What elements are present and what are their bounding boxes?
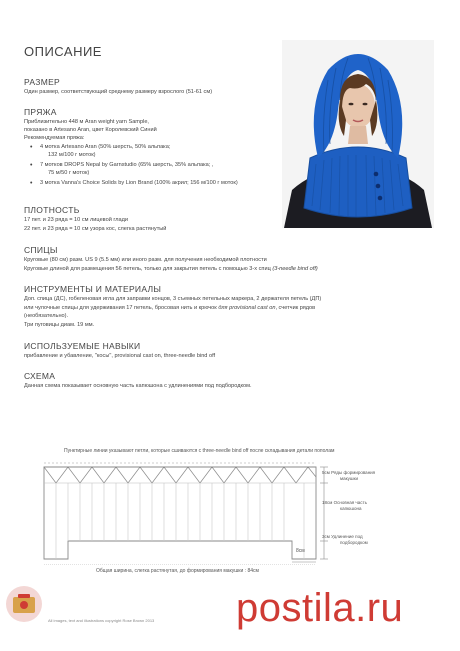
postila-logo-icon [4, 584, 44, 624]
crown-text2: макушки [340, 475, 358, 481]
diagram-label-chin [322, 534, 368, 545]
tools-line: Три пуговицы диам. 19 мм. [24, 322, 95, 328]
hood-photo [282, 40, 434, 228]
yarn-line: показано в Artesano Aran, цвет Королевский Синий [24, 127, 157, 133]
gauge-heading: ПЛОТНОСТЬ [24, 205, 80, 215]
scheme-text: Данная схема показывает основную часть капюшона с удлинениями под подбородком. [24, 383, 252, 389]
copyright-text: All images, text and illustrations copyright Rose Brown 2013 [48, 618, 155, 623]
diagram-bottom-dim: 8см [296, 548, 305, 554]
brand-watermark[interactable]: postila.ru [236, 586, 404, 630]
crown-size: 5см [322, 470, 330, 475]
needles-line [24, 266, 318, 273]
tools-line: (необязательно). [24, 313, 69, 319]
gauge-line: 22 пет. и 23 ряда = 10 см узора кос, слегка растянутый [24, 226, 167, 232]
yarn-item: • 4 мотка Artesano Aran (50% шерсть, 50% альпака; [40, 144, 170, 151]
footer [0, 580, 460, 651]
hood-diagram [30, 455, 333, 565]
tools-heading: ИНСТРУМЕНТЫ И МАТЕРИАЛЫ [24, 284, 162, 294]
crown-text: Ряды формирования [331, 470, 376, 475]
tools-line2-suffix: , счетчик рядов [275, 305, 316, 311]
size-heading: РАЗМЕР [24, 77, 61, 87]
diagram-top-note: Пунктирные линии указывают петли, которые сшиваются с three-needle bind off после складывания детали пополам [64, 448, 335, 454]
yarn-item-cont: 75 м/50 г моток) [48, 170, 90, 176]
skills-heading: ИСПОЛЬЗУЕМЫЕ НАВЫКИ [24, 341, 141, 351]
diagram-width-note: Общая ширина, слегка растянутая, до формирования макушки : 84см [96, 568, 259, 574]
scheme-heading: СХЕМА [24, 371, 56, 381]
tools-line [24, 305, 315, 312]
size-text: Один размер, соответствующий среднему размеру взрослого (51-61 см) [24, 89, 213, 95]
diagram-label-crown [322, 470, 375, 481]
yarn-item-cont: 132 м/100 г моток) [48, 152, 96, 158]
body-text: Основная часть [333, 500, 367, 505]
tools-line2-text: или чулочные спицы для удерживания 17 петель, бросовая нить и крючок [24, 305, 219, 311]
needles-line: Круговые (80 см) разм. US 9 (5.5 мм) или иного разм. для получения необходимой плотности [24, 257, 267, 263]
gauge-line: 17 пет. и 23 ряда = 10 см лицевой глади [24, 217, 129, 223]
chin-text2: подбородком [340, 539, 368, 545]
yarn-heading: ПРЯЖА [24, 107, 57, 117]
diagram-label-body [322, 500, 367, 511]
yarn-line: Приблизительно 448 м Aran weight yarn Sample, [24, 119, 149, 125]
needles-line2-italic: (3-needle bind off) [272, 266, 318, 272]
yarn-line: Рекомендуемая пряжа: [24, 135, 85, 141]
needles-line2-text: Круговые длиной для размещения 56 петель, только для закрытия петель с помощью 3-х спиц [24, 266, 273, 272]
chin-text: Удлинение под [331, 534, 363, 539]
body-size: 18см [322, 500, 333, 505]
body-text2: капюшона [340, 505, 362, 511]
skills-text: прибавление и убавление, "косы", provisional cast on, three-needle bind off [24, 353, 216, 359]
tools-line: Доп. спица (ДС), гобеленовая игла для заправки концов, 3 съемных петельных маркера, 2 держателя петель (ДП) [24, 296, 322, 302]
needles-heading: СПИЦЫ [24, 245, 58, 255]
yarn-item: • 3 мотка Vanna's Choice Solids by Lion Brand (100% акрил; 156 м/100 г моток) [40, 180, 238, 187]
tools-line2-italic: для provisional cast on [218, 305, 276, 311]
page-title: ОПИСАНИЕ [24, 44, 102, 59]
chin-size: 3см [322, 534, 330, 539]
yarn-item: • 7 мотков DROPS Nepal by Garnstudio (65% шерсть, 35% альпака; , [40, 162, 213, 169]
